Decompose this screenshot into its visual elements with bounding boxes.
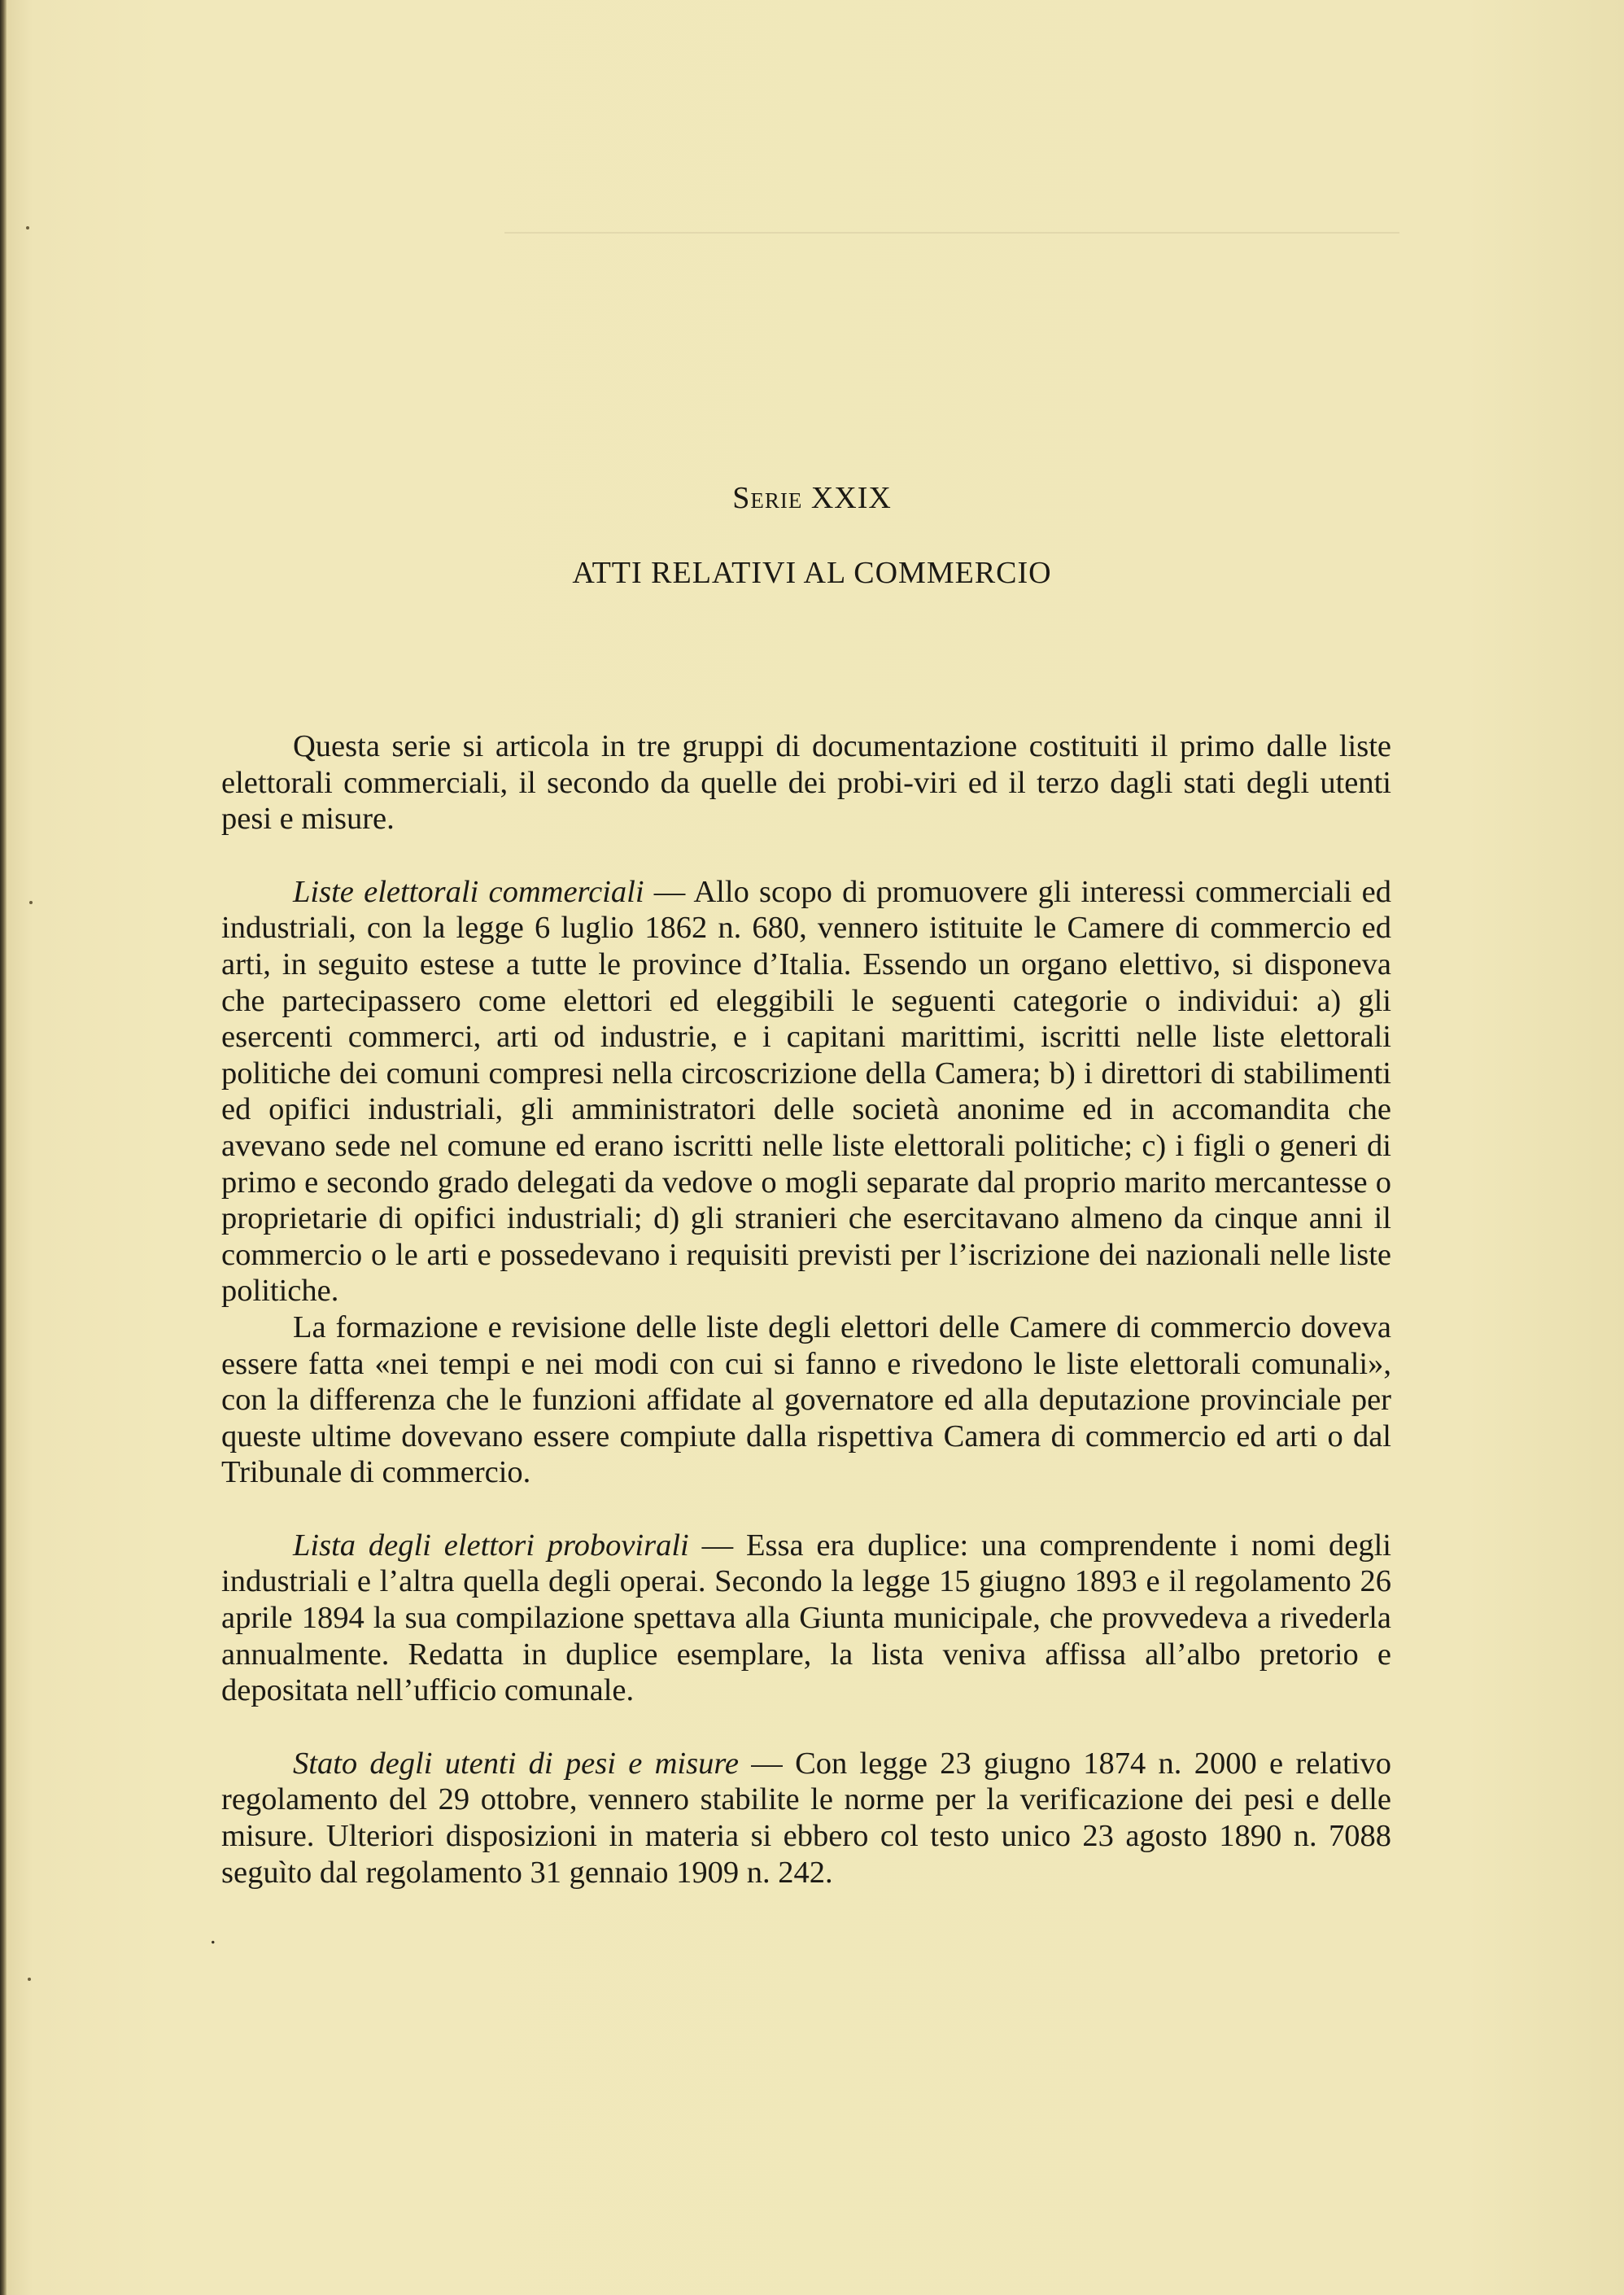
paper-speck: [26, 226, 29, 230]
paper-speck: [29, 901, 33, 904]
section-liste-elettorali: [221, 874, 1391, 1309]
body-text: [221, 728, 1391, 1891]
section-heading: Lista degli elettori probovirali: [293, 1528, 689, 1563]
page-binding-edge: [0, 0, 7, 2295]
paper-speck: [28, 1978, 31, 1981]
series-number-heading: [0, 480, 1624, 516]
section-text: — Con legge 23 giugno 1874 n. 2000 e relativo regolamento del 29 ottobre, vennero stabilite le norme per la verificazione dei pesi e delle misure. Ulteriori disposizioni in materia si ebbero col testo unico 23 agosto 1890 n. 7088 seguìto dal regolamento 31 gennaio 1909 n. 242.: [221, 1746, 1391, 1890]
series-prefix: Serie: [732, 481, 803, 515]
section-heading: Liste elettorali commerciali: [293, 874, 644, 909]
section-heading: Stato degli utenti di pesi e misure: [293, 1746, 739, 1781]
intro-paragraph: Questa serie si articola in tre gruppi di documentazione costituiti il primo dalle liste elettorali commerciali, il secondo da quelle dei probi-viri ed il terzo dagli stati degli utenti pesi e misure.: [221, 729, 1391, 837]
margin-dot: .: [210, 1922, 216, 1949]
section-text: — Essa era duplice: una comprendente i nomi degli industriali e l’altra quella degli operai. Secondo la legge 15 giugno 1893 e il regolamento 26 aprile 1894 la sua compilazione spettava alla Giunta municipale, che provvedeva a rivederla annualmente. Redatta in duplice esemplare, la lista veniva affissa all’albo pretorio e depositata nell’ufficio comunale.: [221, 1528, 1391, 1708]
section-probovirali: [221, 1528, 1391, 1709]
series-number: XXIX: [810, 481, 892, 515]
section-liste-elettorali-continuation: La formazione e revisione delle liste degli elettori delle Camere di commercio doveva essere fatta «nei tempi e nei modi con cui si fanno e rivedono le liste elettorali comunali», con la differenza che le funzioni affidate al governatore ed alla deputazione provinciale per queste ultime dovevano essere compiute dalla rispettiva Camera di commercio ed arti o dal Tribunale di commercio.: [221, 1309, 1391, 1490]
section-text: — Allo scopo di promuovere gli interessi commerciali ed industriali, con la legge 6 luglio 1862 n. 680, vennero istituite le Camere di commercio ed arti, in seguito estese a tutte le province d’Italia. Essendo un organo elettivo, si disponeva che partecipassero come elettori ed eleggibili le seguenti categorie o individui: a) gli esercenti commerci, arti od industrie, e i capitani marittimi, iscritti nelle liste elettorali politiche dei comuni compresi nella circoscrizione della Camera; b) i direttori di stabilimenti ed opifici industriali, gli amministratori delle società anonime ed in accomandita che avevano sede nel comune ed erano iscritti nelle liste elettorali politiche; c) i figli o generi di primo e secondo grado delegati da vedove o mogli separate dal proprio marito mercantesse o proprietarie di opifici industriali; d) gli stranieri che esercitavano almeno da cinque anni il commercio o le arti e possedevano i requisiti previsti per l’iscrizione dei nazionali nelle liste politiche.: [221, 874, 1391, 1309]
show-through-rule: [504, 232, 1399, 236]
section-pesi-misure: [221, 1746, 1391, 1891]
series-title: ATTI RELATIVI AL COMMERCIO: [572, 556, 1052, 590]
